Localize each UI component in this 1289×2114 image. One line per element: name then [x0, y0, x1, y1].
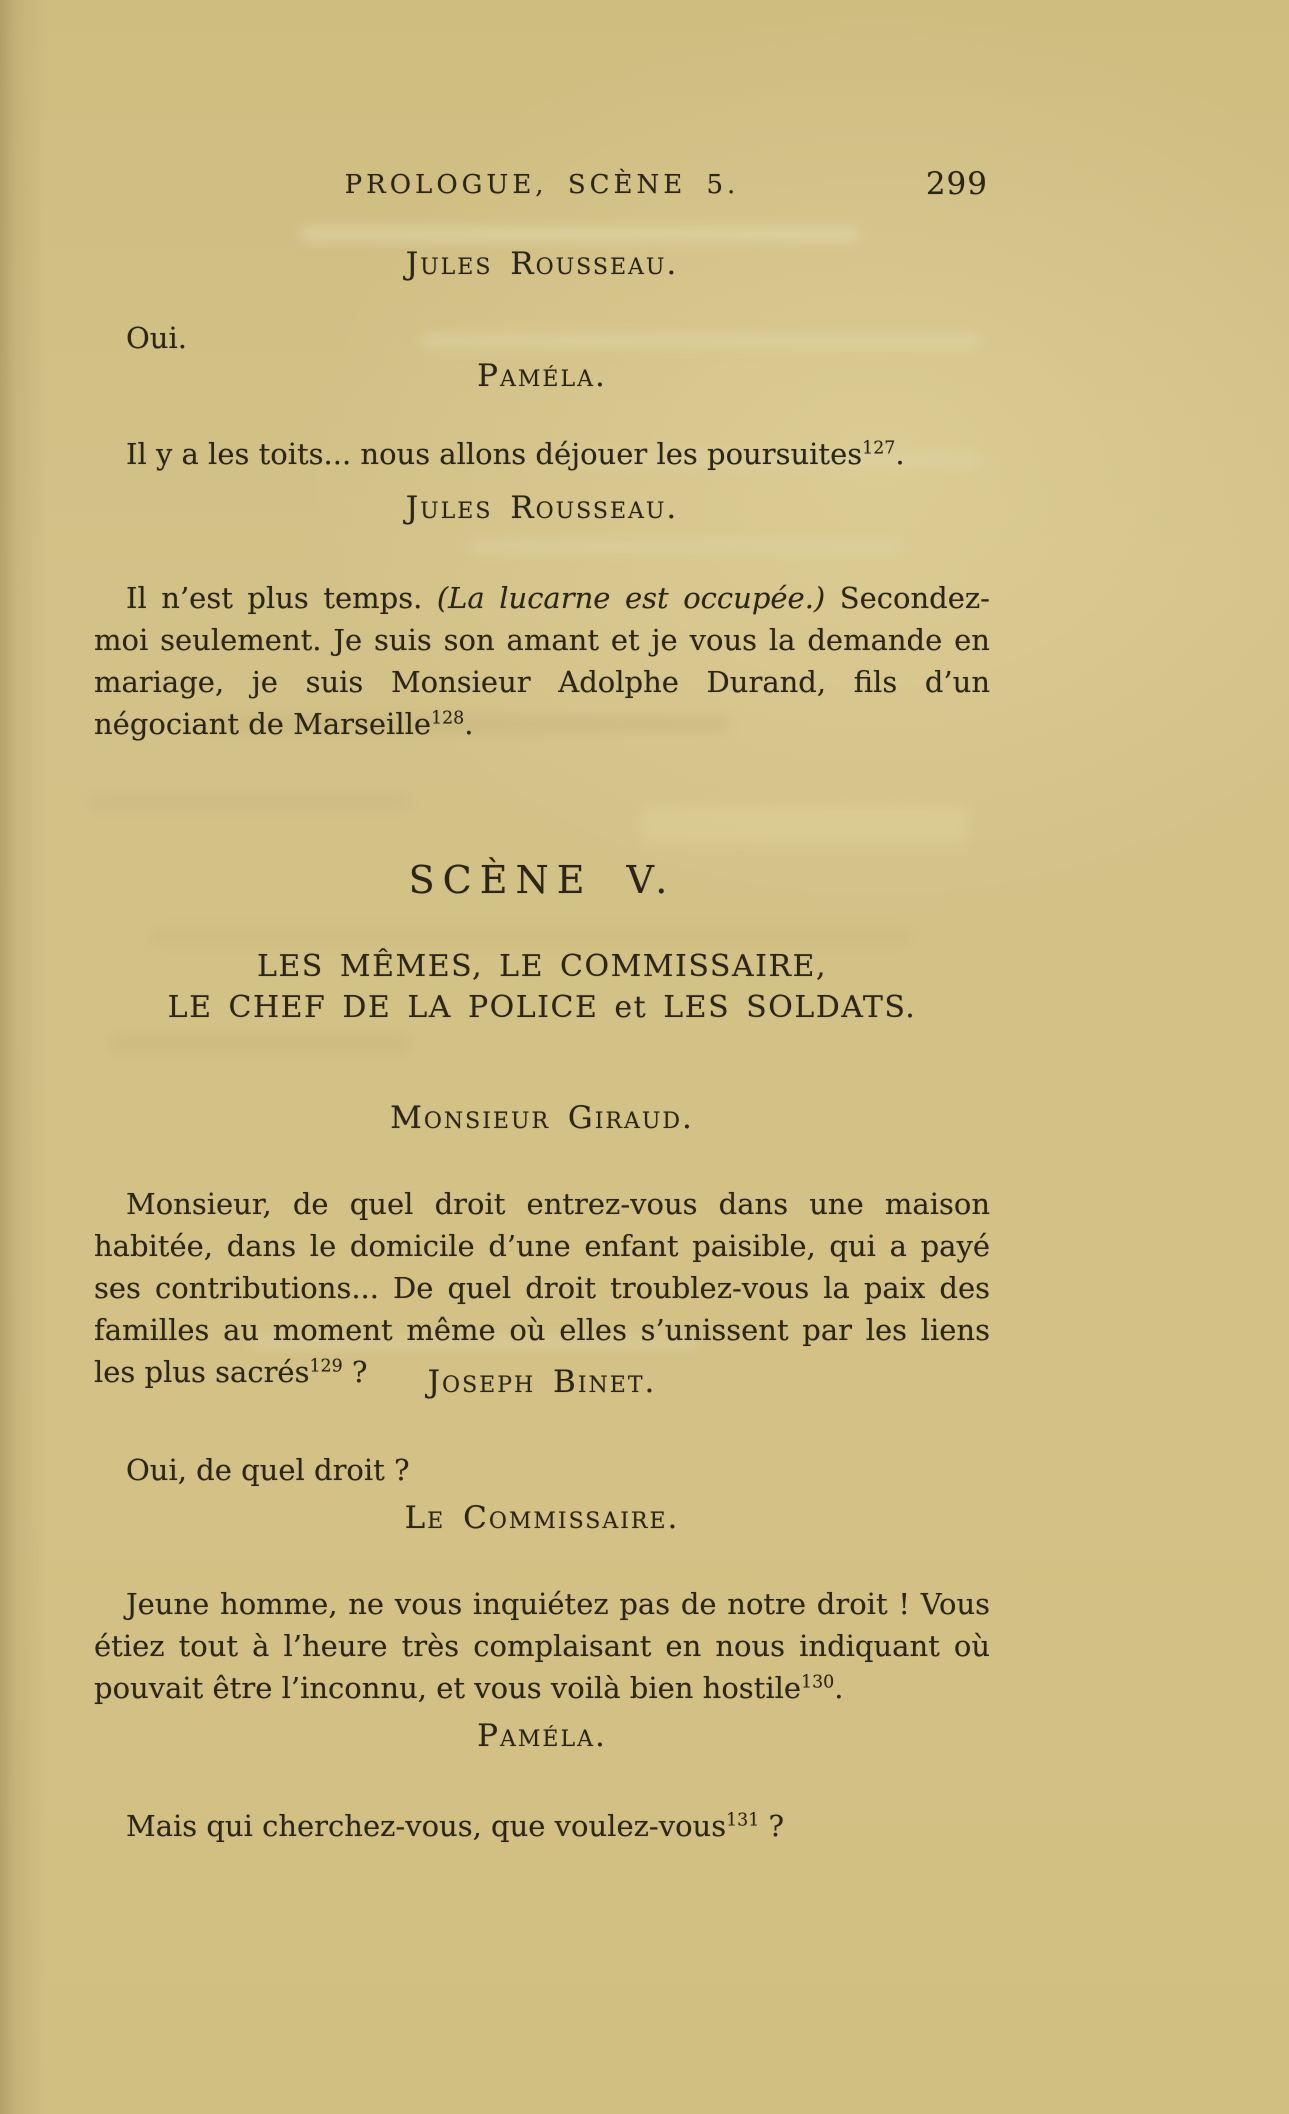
dialogue-text: ? — [342, 1355, 368, 1389]
footnote-reference: 127 — [862, 438, 896, 459]
page-header — [94, 166, 990, 214]
cast-line: LE CHEF DE LA POLICE et LES SOLDATS. — [167, 990, 917, 1025]
footnote-reference: 130 — [801, 1672, 835, 1693]
cast-list — [94, 946, 990, 1028]
dialogue-paragraph — [94, 1583, 990, 1709]
show-through-mark — [640, 805, 970, 845]
cast-line: LES MÊMES, LE COMMISSAIRE, — [256, 949, 827, 984]
show-through-mark — [150, 930, 910, 944]
speaker-name: Jules Rousseau. — [405, 490, 679, 526]
dialogue-paragraph — [94, 577, 990, 745]
show-through-mark — [300, 226, 860, 242]
dialogue-text: Il y a les toits... nous allons déjouer les poursuites — [126, 437, 863, 471]
dialogue-text: Monsieur, de quel droit entrez-vous dans une maison habitée, dans le domicile d’une enfant paisible, qui a payé ses contributions... De quel droit troublez-vous la paix des familles au moment même où elles s’unissent par les liens les plus sacrés — [94, 1187, 990, 1389]
speaker-name: Le Commissaire. — [404, 1500, 680, 1536]
dialogue-line — [94, 1805, 990, 1847]
dialogue-text: Il n’est plus temps. — [126, 581, 437, 615]
footnote-reference: 129 — [309, 1356, 343, 1377]
speaker-name: Paméla. — [477, 1718, 607, 1754]
speaker-name: Monsieur Giraud. — [390, 1100, 694, 1136]
dialogue-text: . — [834, 1671, 844, 1705]
dialogue-text: . — [464, 707, 474, 741]
speaker-name: Paméla. — [477, 358, 607, 394]
dialogue-text: Secondez-moi seulement. Je suis son amant et je vous la demande en mariage, je suis Monsieur Adolphe Durand, fils d’un négociant de Marseille — [94, 581, 990, 741]
stage-direction: (La lucarne est occupée.) — [436, 581, 826, 615]
dialogue-line: Oui. — [126, 321, 187, 355]
footnote-reference: 128 — [431, 708, 465, 729]
dialogue-text: Mais qui cherchez-vous, que voulez-vous — [126, 1809, 727, 1843]
speaker-name: Jules Rousseau. — [405, 246, 679, 282]
show-through-mark — [90, 795, 410, 809]
scene-heading: SCÈNE V. — [408, 858, 676, 902]
dialogue-paragraph — [94, 1183, 990, 1393]
show-through-mark — [470, 540, 900, 554]
show-through-mark — [110, 1035, 410, 1051]
dialogue-text: ? — [759, 1809, 785, 1843]
speaker-name: Joseph Binet. — [427, 1364, 657, 1400]
dialogue-text: Jeune homme, ne vous inquiétez pas de notre droit ! Vous étiez tout à l’heure très complaisant en nous indiquant où pouvait être l’inconnu, et vous voilà bien hostile — [94, 1587, 990, 1705]
dialogue-text: . — [895, 437, 905, 471]
dialogue-line — [94, 433, 990, 475]
page-number: 299 — [925, 166, 988, 202]
dialogue-line: Oui, de quel droit ? — [126, 1453, 410, 1487]
footnote-reference: 131 — [726, 1810, 760, 1831]
running-header: PROLOGUE, SCÈNE 5. — [344, 170, 740, 200]
